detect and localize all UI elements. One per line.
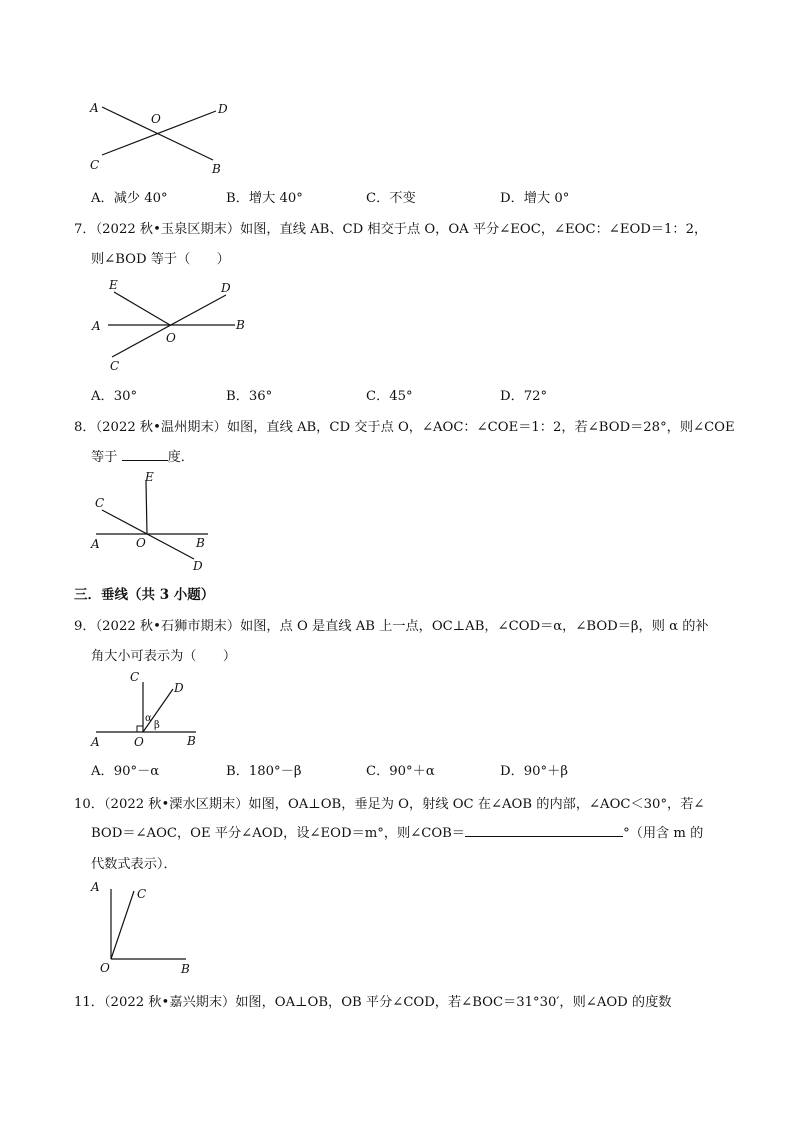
q6-option-b: B．增大 40°: [226, 191, 303, 206]
q8-text-line2: [91, 446, 194, 465]
answer-blank-q10[interactable]: [465, 836, 623, 837]
label-b: B: [181, 962, 190, 976]
q7-text-line1: 7．（2022 秋•玉泉区期末）如图，直线 AB、CD 相交于点 O，OA 平分∠EOC，∠EOC：∠EOD＝1：2，: [74, 222, 708, 237]
label-c: C: [137, 887, 147, 901]
figure-q8: [88, 470, 228, 575]
figure-q6: [88, 100, 258, 180]
right-angle-mark: [137, 726, 143, 732]
label-beta: β: [154, 720, 160, 731]
label-o: O: [100, 961, 110, 975]
q9-option-d: D．90°＋β: [500, 764, 568, 779]
q9-option-c: C．90°＋α: [366, 764, 435, 779]
q10-text-line2: [91, 822, 703, 841]
answer-blank-q8[interactable]: [122, 460, 168, 461]
label-d: D: [218, 102, 228, 116]
q8-line2-prefix: 等于: [91, 450, 122, 465]
q6-option-a: A．减少 40°: [91, 191, 168, 206]
q9-text-line1: 9．（2022 秋•石狮市期末）如图，点 O 是直线 AB 上一点，OC⊥AB，∠COD＝α，∠BOD＝β，则 α 的补: [74, 619, 709, 634]
label-d: D: [193, 559, 203, 573]
q8-text-line1: 8．（2022 秋•温州期末）如图，直线 AB，CD 交于点 O，∠AOC：∠COE＝1：2，若∠BOD＝28°，则∠COE: [74, 420, 735, 435]
label-b: B: [196, 536, 205, 550]
label-a: A: [91, 537, 100, 551]
q10-line2-suffix: °（用含 m 的: [623, 826, 704, 841]
label-d: D: [221, 281, 231, 295]
q11-text-line1: 11．（2022 秋•嘉兴期末）如图，OA⊥OB，OB 平分∠COD，若∠BOC＝31°30′，则∠AOD 的度数: [74, 995, 672, 1010]
q9-text-line2: 角大小可表示为（ ）: [91, 649, 237, 664]
q10-text-line3: 代数式表示）．: [91, 857, 177, 872]
q6-option-d: D．增大 0°: [500, 191, 570, 206]
label-c: C: [95, 496, 105, 510]
q10-text-line1: 10．（2022 秋•溧水区期末）如图，OA⊥OB，垂足为 O，射线 OC 在∠AOB 的内部，∠AOC＜30°，若∠: [74, 797, 705, 812]
q8-line2-suffix: 度．: [167, 450, 194, 465]
ray-oc: [111, 891, 134, 959]
label-b: B: [187, 734, 196, 748]
ray-oe: [146, 481, 147, 534]
figure-q7: [88, 278, 258, 373]
figure-q10: [88, 876, 198, 976]
q9-option-b: B．180°－β: [226, 764, 302, 779]
q7-option-c: C．45°: [366, 389, 413, 404]
label-a: A: [91, 880, 100, 894]
q10-line2-prefix: BOD＝∠AOC，OE 平分∠AOD，设∠EOD＝m°，则∠COB＝: [91, 826, 466, 841]
label-e: E: [109, 278, 118, 292]
q9-option-a: A．90°－α: [91, 764, 160, 779]
section-heading: 三．垂线（共 3 小题）: [74, 587, 215, 603]
q7-option-b: B．36°: [226, 389, 273, 404]
label-o: O: [151, 112, 161, 126]
q7-option-d: D．72°: [500, 389, 548, 404]
label-d: D: [174, 681, 184, 695]
q6-option-c: C．不变: [366, 191, 416, 206]
label-a: A: [90, 101, 99, 115]
label-alpha: α: [145, 713, 152, 724]
figure-q9: [88, 668, 218, 753]
ray-oe: [114, 292, 170, 325]
label-b: B: [236, 318, 245, 332]
label-e: E: [145, 470, 154, 484]
label-o: O: [134, 735, 144, 749]
label-o: O: [136, 536, 146, 550]
label-b: B: [212, 162, 221, 176]
label-a: A: [91, 735, 100, 749]
label-c: C: [130, 670, 140, 684]
label-a: A: [92, 319, 101, 333]
line-cd: [112, 295, 226, 357]
label-c: C: [110, 359, 120, 373]
q7-option-a: A．30°: [91, 389, 138, 404]
label-c: C: [90, 158, 100, 172]
label-o: O: [166, 331, 176, 345]
q7-text-line2: 则∠BOD 等于（ ）: [91, 252, 230, 267]
